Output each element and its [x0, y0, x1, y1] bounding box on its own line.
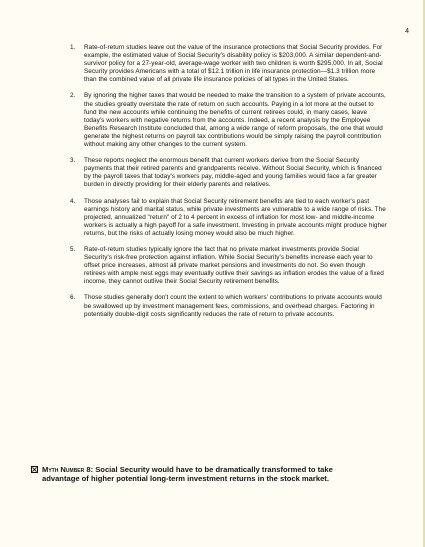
list-item-text: These reports neglect the enormous benefit that current workers derive from the Social Security payments that their retired parents and grandparents receive. Without Social Security, which is financed by the payroll taxes that today's workers pay, middle-aged and young families would face a far greater burden in directly providing for their elderly parents and relatives. — [84, 157, 382, 189]
list-item — [70, 44, 388, 84]
list-item-number: 4. — [70, 197, 76, 205]
page-number: 4 — [405, 28, 409, 35]
list-item-text: Rate-of-return studies leave out the value of the insurance protections that Social Security provides. For example, the estimated value of Social Security's disability policy is $203,000. A similar dependent-and-survivor policy for a 27-year-old, average-wage worker with two children is worth $295,000. In all, Social Security provides Americans with a total of $12.1 trillion in life insurance protection—$1.3 trillion more than the combined value of all private life insurance policies of all types in the United States. — [84, 44, 383, 84]
list-item-text: Those analyses fail to explain that Social Security retirement benefits are tied to each worker's past earnings history and marital status, while private investments are vulnerable to a wide range of risks. The projected, annualized "return" of 2 to 4 percent in excess of inflation for most low- and middle-income workers is actually a high payoff for a safe investment. Investing in private accounts might produce higher returns, but the risks of actually losing money would also be much higher. — [84, 197, 387, 237]
list-item-number: 6. — [70, 294, 76, 302]
checked-box-icon — [31, 466, 38, 473]
numbered-list — [70, 44, 388, 327]
list-item-text: Those studies generally don't count the extent to which workers' contributions to private accounts would be swallowed up by investment management fees, commissions, and overhead charges. Factoring in potentially double-digit costs significantly reduces the rate of return to private accounts. — [84, 294, 382, 318]
myth-label: Myth Number 8: — [42, 465, 94, 474]
list-item — [70, 198, 388, 238]
list-item-number: 1. — [70, 44, 76, 51]
list-item — [70, 157, 388, 189]
list-item-text: Rate-of-return studies typically ignore the fact that no private market investments provide Social Security's risk-free protection against inflation. While Social Security's benefits increase each year to offset price increases, almost all private market pensions and investments do not. So even though retirees with ample nest eggs may eventually outlive their savings as inflation erodes the value of a fixed income, they cannot outlive their Social Security retirement benefits. — [84, 245, 384, 286]
list-item-text: By ignoring the higher taxes that would be needed to make the transition to a system of private accounts, the studies greatly overstate the rate of return on such accounts. Paying in a lot more at the outset to fund the new accounts while continuing the benefits of current retirees could, in many cases, leave today's workers with negative returns from the accounts. Indeed, a recent analysis by the Employee Benefits Research Institute concluded that, among a wide range of reform proposals, the one that would generate the highest returns on payroll tax contributions would be simply raising the payroll contribution without making any other changes to the current system. — [84, 92, 386, 149]
list-item-number: 2. — [70, 92, 76, 100]
list-item-number: 3. — [70, 157, 76, 165]
list-item — [70, 294, 388, 318]
list-item-number: 5. — [70, 245, 76, 253]
list-item — [70, 246, 388, 286]
myth-body — [42, 465, 351, 483]
myth-heading — [31, 465, 351, 483]
myth-text: Social Security would have to be dramatically transformed to take advantage of higher potential long-term investment returns in the stock market. — [42, 465, 333, 484]
list-item — [70, 92, 388, 149]
